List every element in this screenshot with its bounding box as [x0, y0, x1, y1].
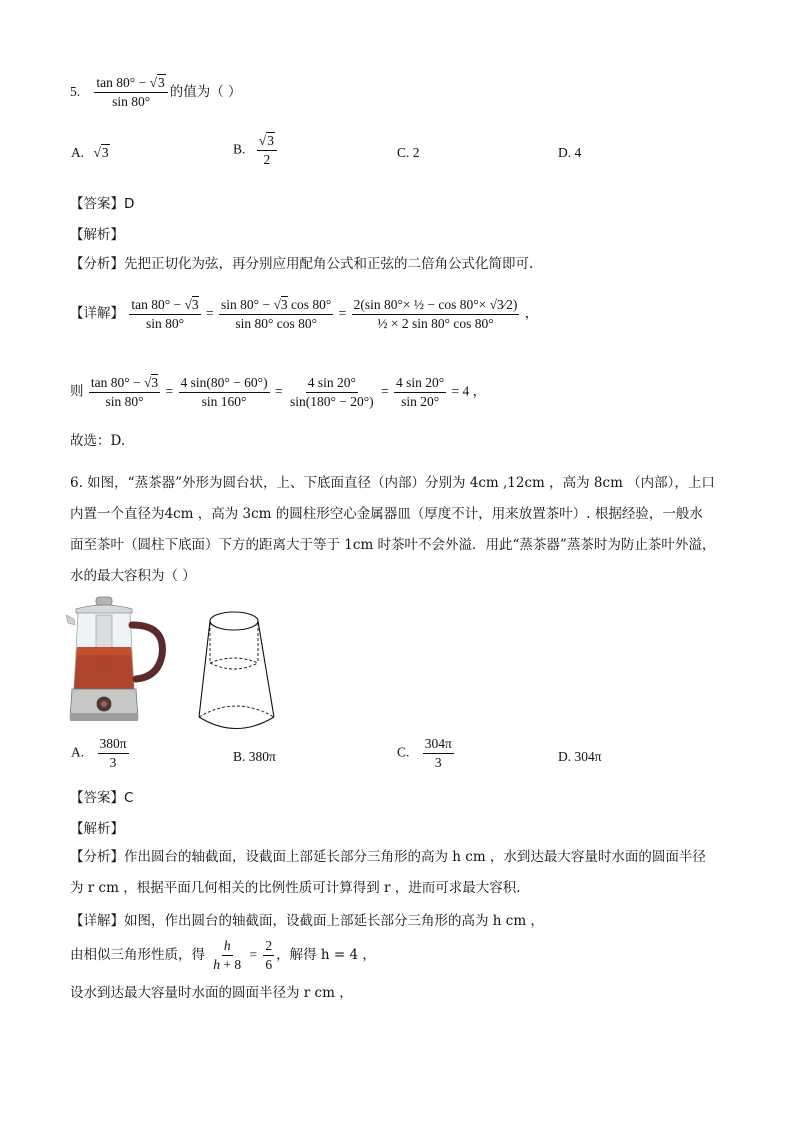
q5-guxuan: 故选：D.	[70, 433, 126, 449]
q6-option-c-label: C.	[397, 744, 410, 760]
q5-xiangjie: 【详解】 $\frac{\tan 80^\circ - √3}{\sin 80^\circ}$ = $\frac{\sin 80^\circ - √3 \cos 80^\circ}{\sin 80^\circ \cos 80^\circ}$ = $\frac{\text{2(sin 80°× ½ − cos 80°× √3⁄2)}}{\text{½ × 2 sin 80° cos 80°}}$ ，	[70, 297, 539, 331]
q5-fenxi	[70, 255, 533, 273]
q6-answer: 【答案】C	[70, 790, 134, 806]
q5-ze-line: 则 $\frac{\tan 80^\circ - √3}{\sin 80^\circ}$ = $\frac{4 \sin(80^\circ - 60^\circ)}{\sin 160^\circ}$ = $\frac{4 \sin 20^\circ}{\sin(180^\circ - 20^\circ)}$ = $\frac{4 \sin 20^\circ}{\sin 20^\circ}$ = 4 ，	[70, 375, 487, 409]
q5-answer: 【答案】D	[70, 196, 135, 212]
q5-option-b[interactable]: B. $\frac{√3}{2}$	[233, 133, 279, 168]
q6-xiangjie-text-1: 如图，作出圆台的轴截面，设截面上部延长部分三角形的高为 h cm ，	[124, 913, 544, 929]
q5-option-a[interactable]: A. √3	[71, 145, 109, 160]
q5-option-b-label: B.	[233, 141, 246, 157]
q5-fenxi-tag: 【分析】	[70, 256, 124, 272]
q6-xiangjie-text-2b: ，解得 h = 4 ，	[276, 947, 376, 963]
tea-steamer-photo	[66, 595, 178, 725]
frustum-bottom-front	[199, 717, 274, 729]
q6-line-4: 水的最大容积为（ ）	[70, 568, 196, 584]
cylinder-bottom-front	[210, 663, 258, 669]
q6-option-b[interactable]: B. 380π	[233, 749, 276, 764]
q6-fenxi-tag: 【分析】	[70, 849, 124, 865]
q6-fenxi-line-2: 为 r cm ，根据平面几何相关的比例性质可计算得到 r ，进而可求最大容积.	[70, 880, 521, 896]
q5-fraction: $\frac{\tan 80^\circ - √3}{\sin 80^\circ}$	[94, 75, 167, 110]
q6-fenxi-line-1	[70, 848, 706, 866]
frustum-left-side	[199, 621, 210, 717]
q6-option-a-label: A.	[71, 744, 85, 760]
frustum-bottom-back	[199, 706, 274, 717]
q6-xiangjie-tag: 【详解】	[70, 913, 124, 929]
q6-line-1: 6. 如图，“蒸茶器”外形为圆台状，上、下底面直径（内部）分别为 4cm ,12cm ，高为 8cm （内部），上口	[70, 475, 715, 491]
q5-fenxi-text: 先把正切化为弦，再分别应用配角公式和正弦的二倍角公式化简即可.	[124, 256, 534, 272]
frustum-diagram	[196, 605, 282, 735]
q5-stem-tail: 的值为（ ）	[169, 84, 242, 100]
q6-xiangjie-line-3: 设水到达最大容量时水面的圆面半径为 r cm ，	[70, 985, 353, 1001]
q5-stem	[70, 75, 242, 110]
q6-analysis-title: 【解析】	[70, 821, 124, 837]
q6-xiangjie-line-2: 由相似三角形性质，得 $\frac{h}{h + 8}$ = $\frac{2}{6}$ ，解得 h = 4 ，	[70, 938, 376, 972]
q5-ze: 则	[70, 383, 84, 399]
q5-analysis-title: 【解析】	[70, 227, 124, 243]
q6-option-c[interactable]: C. $\frac{304\pi}{3}$	[397, 736, 452, 770]
frustum-right-side	[258, 621, 274, 717]
q5-option-a-label: A.	[71, 145, 85, 160]
q6-xiangjie-text-2a: 由相似三角形性质，得	[70, 947, 205, 963]
q5-option-c[interactable]: C. 2	[397, 145, 420, 160]
q6-line-3: 面至茶叶（圆柱下底面）下方的距离大于等于 1cm 时茶叶不会外溢．用此“蒸茶器”蒸茶时为防止茶叶外溢，	[70, 537, 716, 553]
q5-number: 5.	[70, 84, 81, 99]
q6-option-a[interactable]: A. $\frac{380\pi}{3}$	[71, 736, 127, 770]
frustum-top-ellipse	[210, 612, 258, 630]
q6-fenxi-text-1: 作出圆台的轴截面，设截面上部延长部分三角形的高为 h cm ，水到达最大容量时水面的圆面半径	[124, 849, 706, 865]
q6-option-d[interactable]: D. 304π	[558, 749, 602, 764]
q5-option-d[interactable]: D. 4	[558, 145, 582, 160]
q5-xiangjie-tag: 【详解】	[70, 305, 124, 322]
q6-xiangjie-line-1	[70, 912, 544, 930]
cylinder-bottom-back	[210, 658, 258, 663]
q6-line-2: 内置一个直径为4cm ，高为 3cm 的圆柱形空心金属器皿（厚度不计，用来放置茶叶）. 根据经验，一般水	[70, 506, 703, 522]
